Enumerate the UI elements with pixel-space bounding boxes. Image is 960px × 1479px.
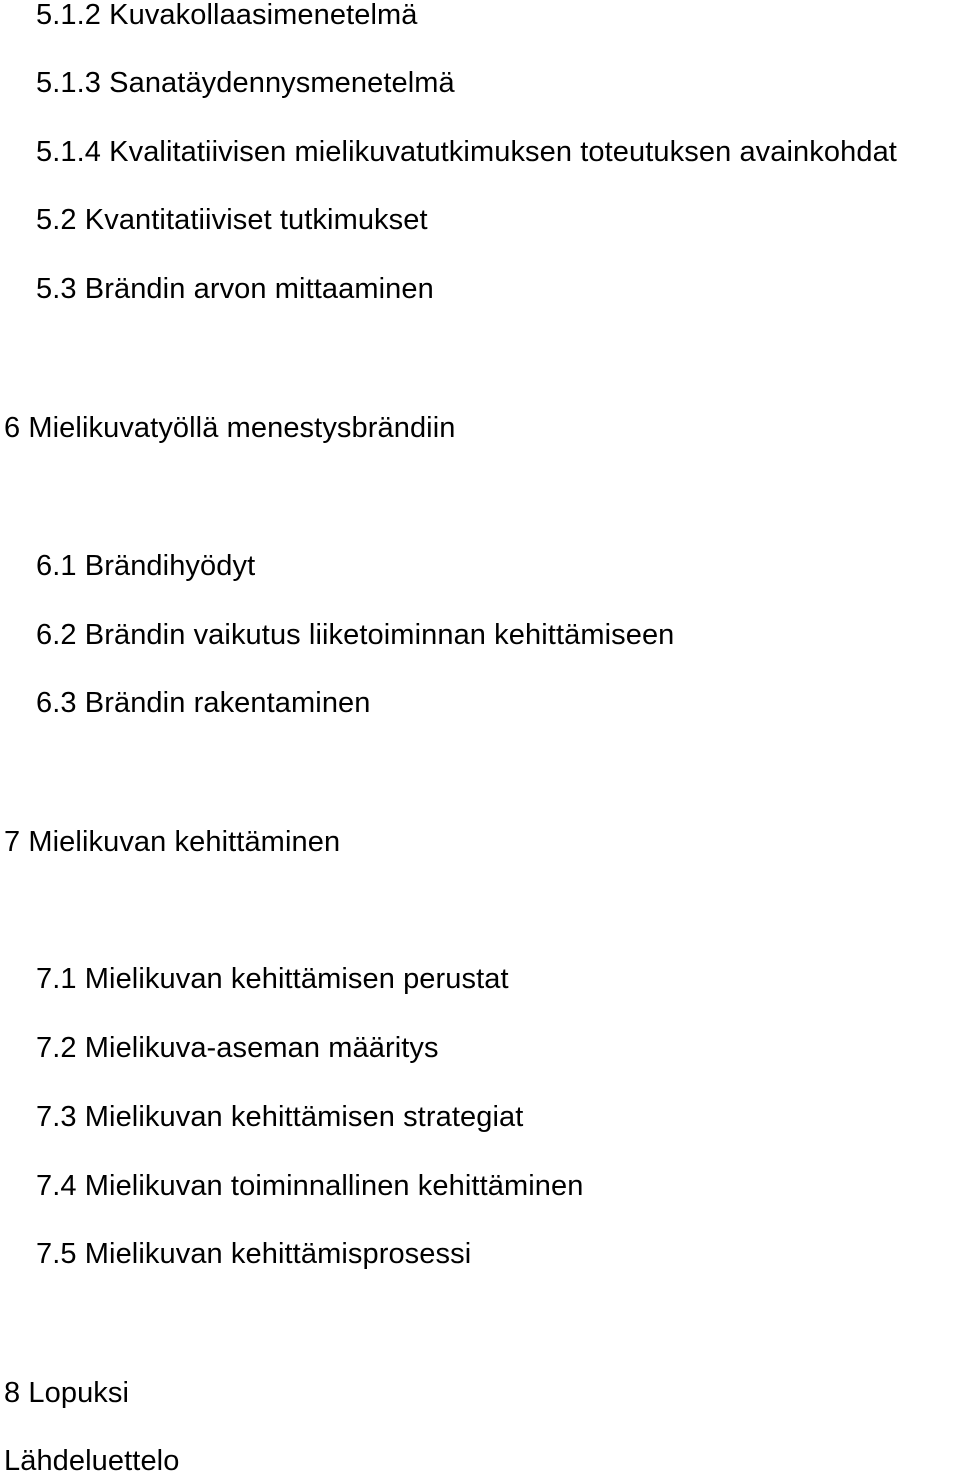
toc-entry-7-2: 7.2 Mielikuva-aseman määritys <box>36 1032 439 1064</box>
toc-entry-6-2: 6.2 Brändin vaikutus liiketoiminnan kehittämiseen <box>36 619 675 651</box>
toc-entry-6: 6 Mielikuvatyöllä menestysbrändiin <box>4 412 456 444</box>
toc-entry-7-3: 7.3 Mielikuvan kehittämisen strategiat <box>36 1101 524 1133</box>
toc-entry-references: Lähdeluettelo <box>4 1445 180 1477</box>
toc-entry-6-1: 6.1 Brändihyödyt <box>36 550 256 582</box>
toc-entry-7-1: 7.1 Mielikuvan kehittämisen perustat <box>36 963 509 995</box>
toc-entry-5-1-2: 5.1.2 Kuvakollaasimenetelmä <box>36 0 418 31</box>
toc-entry-5-3: 5.3 Brändin arvon mittaaminen <box>36 273 434 305</box>
toc-entry-7-4: 7.4 Mielikuvan toiminnallinen kehittäminen <box>36 1170 584 1202</box>
toc-entry-7: 7 Mielikuvan kehittäminen <box>4 826 341 858</box>
toc-entry-6-3: 6.3 Brändin rakentaminen <box>36 687 371 719</box>
toc-entry-5-1-3: 5.1.3 Sanatäydennysmenetelmä <box>36 67 455 99</box>
toc-entry-5-1-4: 5.1.4 Kvalitatiivisen mielikuvatutkimuksen toteutuksen avainkohdat <box>36 136 897 168</box>
toc-entry-8: 8 Lopuksi <box>4 1377 130 1409</box>
toc-entry-5-2: 5.2 Kvantitatiiviset tutkimukset <box>36 204 428 236</box>
toc-entry-7-5: 7.5 Mielikuvan kehittämisprosessi <box>36 1238 472 1270</box>
